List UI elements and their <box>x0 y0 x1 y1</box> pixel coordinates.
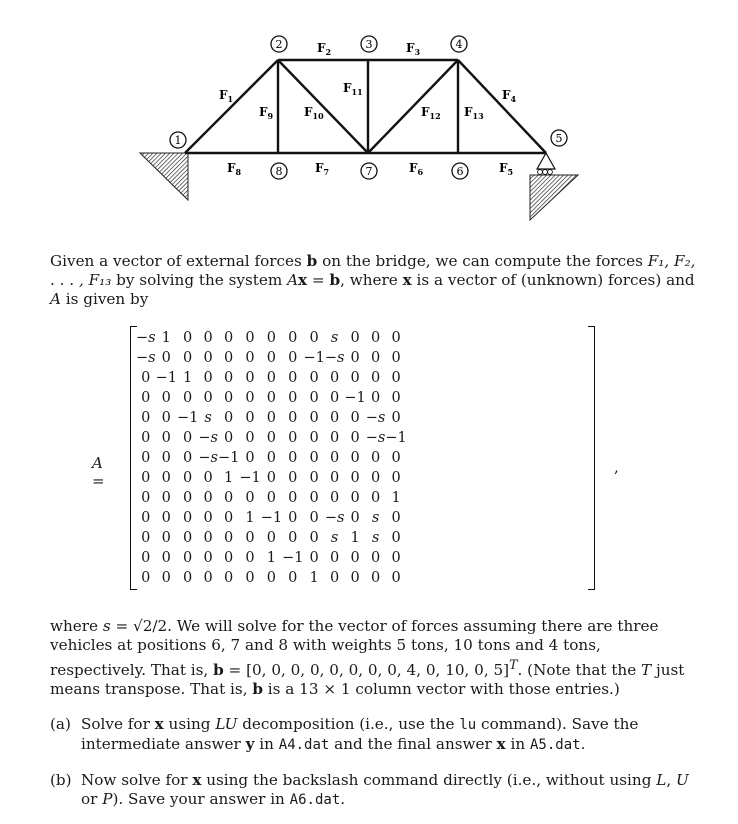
matrix-cell: 0 <box>329 390 340 406</box>
matrix-cell: 0 <box>329 570 340 586</box>
part-a-label: (a) <box>50 715 71 733</box>
matrix-cell: 0 <box>224 510 234 526</box>
matrix-row <box>136 548 407 568</box>
matrix-cell: 0 <box>309 410 319 426</box>
force-label-f3: $F_3$ <box>406 41 421 57</box>
matrix-cell: 0 <box>141 570 151 586</box>
svg-text:4: 4 <box>455 38 463 51</box>
matrix-row <box>136 328 407 348</box>
matrix-row <box>136 408 407 428</box>
matrix-cell: 0 <box>245 430 255 446</box>
matrix-cell: 0 <box>329 470 340 486</box>
matrix-cell: s <box>371 510 380 526</box>
force-label-f13: $F_{13}$ <box>464 105 484 121</box>
force-label-f10: $F_{10}$ <box>304 105 324 121</box>
matrix-cell: 0 <box>391 330 401 346</box>
matrix-cell: 1 <box>309 570 319 586</box>
matrix-cell: 0 <box>370 550 381 566</box>
matrix-cell: 1 <box>161 330 171 346</box>
matrix-cell: −s <box>136 330 156 346</box>
matrix-cell: 0 <box>141 410 151 426</box>
matrix-cell: 0 <box>329 550 340 566</box>
matrix-cell: 0 <box>245 330 255 346</box>
matrix-cell: 0 <box>203 370 213 386</box>
matrix-row <box>136 528 407 548</box>
force-label-f8: $F_8$ <box>227 161 242 177</box>
matrix-cell: 0 <box>309 330 319 346</box>
matrix-cell: 0 <box>245 530 255 546</box>
force-label-f6: $F_6$ <box>409 161 424 177</box>
matrix-cell: 0 <box>245 370 255 386</box>
matrix-row <box>136 448 407 468</box>
matrix-cell: s <box>330 530 339 546</box>
matrix-cell: 0 <box>370 470 381 486</box>
matrix-cell: 0 <box>161 470 171 486</box>
matrix-cell: 0 <box>266 530 276 546</box>
matrix-cell: 0 <box>266 390 276 406</box>
svg-text:1: 1 <box>174 134 182 147</box>
matrix-cell: 0 <box>224 330 234 346</box>
matrix-cell: 0 <box>245 410 255 426</box>
matrix-row <box>136 348 407 368</box>
svg-text:2: 2 <box>275 38 283 51</box>
matrix-cell: 0 <box>183 550 193 566</box>
matrix-cell: 1 <box>183 370 193 386</box>
part-b-label: (b) <box>50 771 72 789</box>
matrix-entries <box>136 328 407 588</box>
matrix-cell: 0 <box>161 350 171 366</box>
node-6 <box>452 163 468 179</box>
matrix-cell: 0 <box>203 530 213 546</box>
matrix-cell: 0 <box>350 550 360 566</box>
matrix-cell: 0 <box>370 490 381 506</box>
force-label-f11: $F_{11}$ <box>343 81 363 97</box>
matrix-cell: 0 <box>329 410 340 426</box>
matrix-cell: 0 <box>141 550 151 566</box>
matrix-cell: 0 <box>288 530 298 546</box>
matrix-cell: −1 <box>303 350 325 366</box>
matrix-cell: 0 <box>183 330 193 346</box>
matrix-cell: 0 <box>161 410 171 426</box>
matrix-cell: 0 <box>288 350 298 366</box>
matrix-cell: 0 <box>224 370 234 386</box>
matrix-cell: 0 <box>161 390 171 406</box>
matrix-cell: 0 <box>350 510 360 526</box>
matrix-cell: 0 <box>183 390 193 406</box>
matrix-cell: 0 <box>266 450 276 466</box>
force-label-f4: $F_4$ <box>502 88 517 104</box>
matrix-cell: 0 <box>370 370 381 386</box>
matrix-cell: 0 <box>370 350 381 366</box>
matrix-right-bracket <box>588 326 595 590</box>
matrix-cell: 0 <box>203 510 213 526</box>
part-b-text: Now solve for x using the backslash command directly (i.e., without using L, U or P). Save your answer in A6.dat. <box>81 771 689 808</box>
matrix-cell: 0 <box>183 450 193 466</box>
matrix-cell: 0 <box>183 350 193 366</box>
matrix-cell: −s <box>136 350 156 366</box>
matrix-cell: −1 <box>155 370 177 386</box>
matrix-cell: 0 <box>161 490 171 506</box>
matrix-cell: 0 <box>288 570 298 586</box>
matrix-cell: 0 <box>370 450 381 466</box>
matrix-cell: 0 <box>350 350 360 366</box>
matrix-cell: 0 <box>391 470 401 486</box>
matrix-cell: 0 <box>224 530 234 546</box>
matrix-cell: 0 <box>266 490 276 506</box>
matrix-cell: 0 <box>329 430 340 446</box>
matrix-cell: 0 <box>370 390 381 406</box>
matrix-cell: 0 <box>370 330 381 346</box>
force-label-f12: $F_{12}$ <box>421 105 441 121</box>
matrix-cell: 0 <box>141 510 151 526</box>
matrix-cell: −s <box>324 350 345 366</box>
matrix-cell: 0 <box>350 570 360 586</box>
matrix-cell: 0 <box>203 390 213 406</box>
matrix-cell: 0 <box>350 410 360 426</box>
matrix-cell: 1 <box>350 530 360 546</box>
matrix-cell: 0 <box>141 450 151 466</box>
intro-paragraph: Given a vector of external forces b on the bridge, we can compute the forces F₁, F₂, . . . , F₁₃ by solving the system Ax = b, where x is a vector of (unknown) forces) and A is given by <box>50 252 696 308</box>
matrix-cell: 0 <box>224 390 234 406</box>
matrix-cell: 0 <box>288 510 298 526</box>
matrix-cell: −s <box>365 410 386 426</box>
matrix-cell: 0 <box>141 370 151 386</box>
matrix-cell: 0 <box>391 450 401 466</box>
matrix-cell: 0 <box>224 570 234 586</box>
matrix-cell: 0 <box>161 550 171 566</box>
matrix-cell: 0 <box>309 490 319 506</box>
matrix-cell: s <box>371 530 380 546</box>
matrix-row <box>136 508 407 528</box>
force-label-f7: $F_7$ <box>315 161 330 177</box>
node-7 <box>361 163 377 179</box>
part-a-text: Solve for x using LU decomposition (i.e., use the lu command). Save the intermediate answer y in A4.dat and the final answer x in A5.dat. <box>81 715 639 753</box>
matrix-cell: 0 <box>266 370 276 386</box>
matrix-cell: 0 <box>391 530 401 546</box>
matrix-cell: 0 <box>391 410 401 426</box>
matrix-cell: 0 <box>161 570 171 586</box>
matrix-cell: 0 <box>266 570 276 586</box>
where-paragraph: where s = √2/2. We will solve for the vector of forces assuming there are three vehicles at positions 6, 7 and 8 with weights 5 tons, 10 tons and 4 tons, respectively. That is, b = [0, 0, 0, 0, 0, 0, 0, 0, 4, 0, 10, 0, 5]$^T$. (Note that the T just means transpose. That is, b is a 13 × 1 column vector with those entries.) <box>50 617 685 699</box>
matrix-cell: 0 <box>224 490 234 506</box>
matrix-cell: 0 <box>224 410 234 426</box>
matrix-row <box>136 388 407 408</box>
matrix-cell: 0 <box>224 550 234 566</box>
matrix-cell: 1 <box>391 490 401 506</box>
matrix-row <box>136 368 407 388</box>
matrix-cell: 0 <box>391 370 401 386</box>
svg-text:5: 5 <box>555 132 563 145</box>
matrix-cell: 0 <box>391 570 401 586</box>
matrix-cell: 0 <box>288 430 298 446</box>
matrix-cell: 0 <box>183 530 193 546</box>
matrix-cell: 0 <box>309 470 319 486</box>
matrix-cell: 0 <box>183 510 193 526</box>
matrix-cell: 0 <box>245 450 255 466</box>
matrix-cell: 0 <box>203 330 213 346</box>
matrix-cell: 0 <box>245 550 255 566</box>
svg-text:6: 6 <box>456 165 464 178</box>
matrix-cell: 0 <box>288 370 298 386</box>
matrix-cell: 0 <box>266 350 276 366</box>
matrix-cell: −1 <box>239 470 261 486</box>
matrix-cell: 1 <box>266 550 276 566</box>
matrix-cell: 0 <box>391 510 401 526</box>
matrix-cell: 0 <box>391 550 401 566</box>
matrix-cell: 0 <box>183 470 193 486</box>
matrix-cell: 0 <box>183 490 193 506</box>
matrix-cell: 1 <box>245 510 255 526</box>
matrix-row <box>136 468 407 488</box>
matrix-cell: 0 <box>245 390 255 406</box>
truss-members <box>185 60 546 153</box>
matrix-cell: 0 <box>309 550 319 566</box>
matrix-cell: 0 <box>329 450 340 466</box>
matrix-cell: −1 <box>344 390 366 406</box>
matrix-cell: 0 <box>245 570 255 586</box>
matrix-cell: 0 <box>309 390 319 406</box>
truss-bridge-diagram <box>0 0 738 222</box>
left-fixed-support <box>140 153 188 200</box>
svg-text:3: 3 <box>365 38 373 51</box>
matrix-cell: 0 <box>350 430 360 446</box>
matrix-cell: 0 <box>224 350 234 366</box>
svg-text:8: 8 <box>275 165 283 178</box>
force-label-f2: $F_2$ <box>317 41 332 57</box>
matrix-cell: 1 <box>224 470 234 486</box>
matrix-cell: 0 <box>203 550 213 566</box>
matrix-label: A = <box>92 454 105 490</box>
force-label-f9: $F_9$ <box>259 105 274 121</box>
matrix-row <box>136 428 407 448</box>
matrix-cell: −1 <box>217 450 240 466</box>
node-3 <box>361 36 377 52</box>
right-roller-support <box>530 153 578 220</box>
matrix-cell: 0 <box>288 330 298 346</box>
matrix-cell: s <box>330 330 339 346</box>
matrix-cell: 0 <box>245 490 255 506</box>
matrix-cell: 0 <box>329 370 340 386</box>
force-label-f5: $F_5$ <box>499 161 514 177</box>
matrix-cell: 0 <box>350 470 360 486</box>
node-4 <box>451 36 467 52</box>
matrix-cell: 0 <box>141 530 151 546</box>
force-label-f1: $F_1$ <box>219 88 234 104</box>
matrix-row <box>136 488 407 508</box>
node-5 <box>551 130 567 146</box>
matrix-cell: 0 <box>329 490 340 506</box>
matrix-cell: 0 <box>370 570 381 586</box>
matrix-cell: 0 <box>161 530 171 546</box>
matrix-cell: −1 <box>385 430 407 446</box>
matrix-cell: −s <box>365 430 386 446</box>
matrix-cell: 0 <box>309 370 319 386</box>
matrix-cell: 0 <box>288 490 298 506</box>
node-8 <box>271 163 287 179</box>
matrix-cell: 0 <box>161 510 171 526</box>
matrix-cell: 0 <box>141 390 151 406</box>
node-2 <box>271 36 287 52</box>
matrix-cell: 0 <box>266 470 276 486</box>
matrix-cell: 0 <box>309 510 319 526</box>
matrix-comma: , <box>614 458 619 476</box>
matrix-cell: −s <box>198 430 218 446</box>
matrix-cell: 0 <box>391 350 401 366</box>
matrix-cell: −s <box>198 450 218 466</box>
matrix-cell: 0 <box>309 430 319 446</box>
matrix-cell: 0 <box>350 490 360 506</box>
matrix-cell: −s <box>324 510 345 526</box>
matrix-cell: −1 <box>282 550 304 566</box>
matrix-cell: 0 <box>288 390 298 406</box>
matrix-cell: 0 <box>183 570 193 586</box>
node-1 <box>170 132 186 148</box>
matrix-cell: 0 <box>141 430 151 446</box>
matrix-cell: 0 <box>161 450 171 466</box>
matrix-cell: 0 <box>288 410 298 426</box>
matrix-cell: 0 <box>350 330 360 346</box>
matrix-cell: 0 <box>266 330 276 346</box>
matrix-cell: 0 <box>203 570 213 586</box>
matrix-cell: 0 <box>203 350 213 366</box>
matrix-cell: −1 <box>260 510 283 526</box>
matrix-cell: 0 <box>266 410 276 426</box>
matrix-cell: 0 <box>203 490 213 506</box>
matrix-cell: 0 <box>161 430 171 446</box>
matrix-cell: 0 <box>288 450 298 466</box>
matrix-cell: 0 <box>245 350 255 366</box>
matrix-cell: 0 <box>309 450 319 466</box>
matrix-cell: −1 <box>176 410 199 426</box>
matrix-cell: 0 <box>309 530 319 546</box>
matrix-row <box>136 568 407 588</box>
matrix-cell: 0 <box>288 470 298 486</box>
matrix-cell: 0 <box>350 370 360 386</box>
matrix-cell: 0 <box>183 430 193 446</box>
matrix-cell: 0 <box>203 470 213 486</box>
matrix-cell: 0 <box>391 390 401 406</box>
svg-text:7: 7 <box>365 165 373 178</box>
matrix-cell: 0 <box>266 430 276 446</box>
matrix-cell: 0 <box>141 470 151 486</box>
matrix-cell: 0 <box>141 490 151 506</box>
matrix-cell: 0 <box>224 430 234 446</box>
matrix-cell: s <box>204 410 212 426</box>
matrix-cell: 0 <box>350 450 360 466</box>
